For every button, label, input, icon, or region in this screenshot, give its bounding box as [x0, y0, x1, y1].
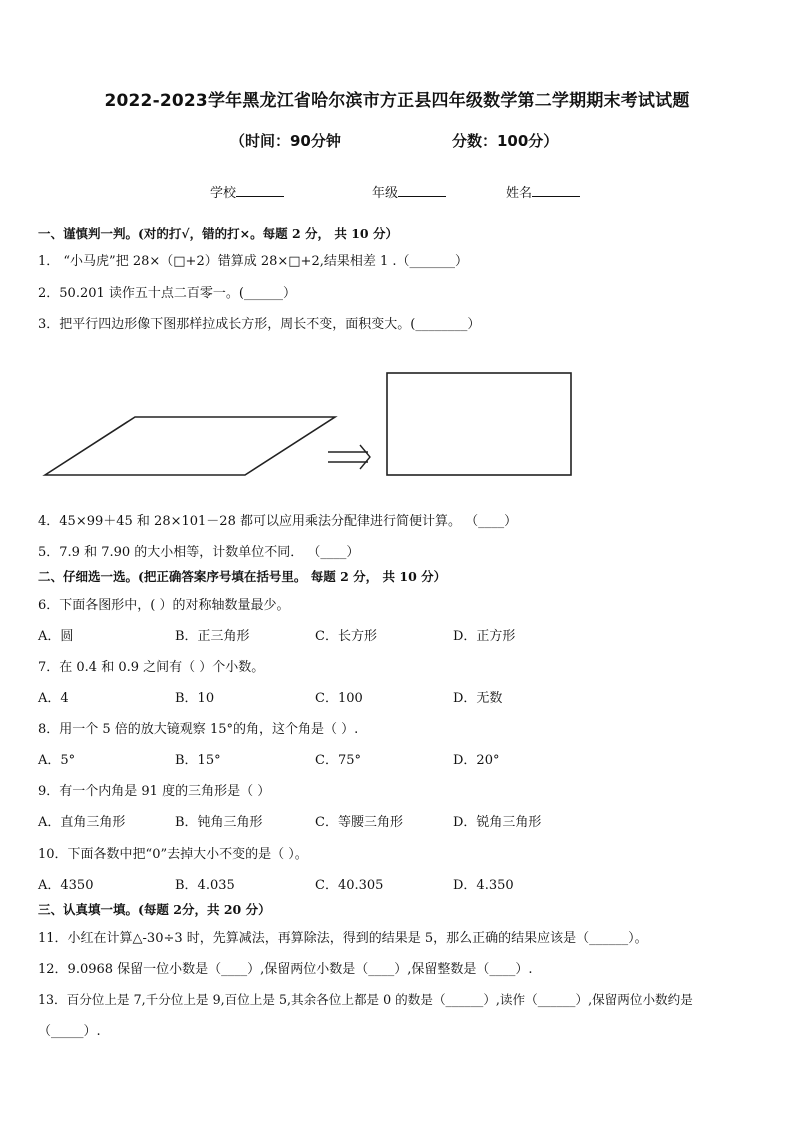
q8-option-d: D．20°: [453, 753, 500, 768]
question-10: 10．下面各数中把“0”去掉大小不变的是（ ）。: [38, 847, 308, 862]
section3-heading: 三、认真填一填。(每题 2分，共 20 分）: [38, 902, 271, 917]
parallelogram-to-rectangle-figure: [0, 360, 794, 480]
q8-option-c: C．75°: [315, 753, 361, 768]
question-11: 11．小红在计算△-30÷3 时，先算减法，再算除法，得到的结果是 5，那么正确的结果应该是（______）。: [38, 931, 648, 946]
school-field: [210, 182, 284, 201]
q10-option-c: C．40.305: [315, 878, 384, 893]
grade-blank[interactable]: [398, 184, 446, 197]
q9-option-d: D．锐角三角形: [453, 815, 542, 830]
q6-option-d: D．正方形: [453, 629, 516, 644]
question-9: 9．有一个内角是 91 度的三角形是（ ）: [38, 784, 271, 799]
q7-option-d: D．无数: [453, 691, 503, 706]
q9-option-c: C．等腰三角形: [315, 815, 403, 830]
name-blank[interactable]: [532, 184, 580, 197]
question-13-continued: （_____）.: [38, 1024, 101, 1039]
question-8: 8．用一个 5 倍的放大镜观察 15°的角，这个角是（ ）.: [38, 722, 359, 737]
q7-option-c: C．100: [315, 691, 363, 706]
parallelogram-shape: [45, 417, 335, 475]
page-title: 2022-2023学年黑龙江省哈尔滨市方正县四年级数学第二学期期末考试试题: [104, 91, 690, 111]
school-label: 学校: [210, 186, 237, 201]
q7-option-a: A．4: [38, 691, 69, 706]
rectangle-shape: [387, 373, 571, 475]
question-6: 6．下面各图形中，( ）的对称轴数量最少。: [38, 598, 290, 613]
question-5: 5．7.9 和 7.90 的大小相等，计数单位不同． （____）: [38, 545, 360, 560]
q7-option-b: B．10: [175, 691, 215, 706]
name-label: 姓名: [506, 186, 533, 201]
q10-option-b: B．4.035: [175, 878, 235, 893]
question-2: 2．50.201 读作五十点二百零一。(______）: [38, 286, 296, 301]
q9-option-b: B．钝角三角形: [175, 815, 263, 830]
q6-option-b: B．正三角形: [175, 629, 250, 644]
grade-label: 年级: [372, 186, 399, 201]
exam-time: （时间：90分钟: [230, 132, 341, 150]
q6-option-c: C．长方形: [315, 629, 377, 644]
section1-heading: 一、谨慎判一判。(对的打√，错的打×。每题 2 分， 共 10 分）: [38, 226, 398, 241]
q6-option-a: A．圆: [38, 629, 74, 644]
double-arrow-icon: [328, 445, 370, 469]
question-12: 12．9.0968 保留一位小数是（____）,保留两位小数是（____）,保留整数是（____）.: [38, 962, 533, 977]
question-4: 4．45×99＋45 和 28×101－28 都可以应用乘法分配律进行简便计算。 （____）: [38, 514, 518, 529]
q10-option-d: D．4.350: [453, 878, 514, 893]
q10-option-a: A．4350: [38, 878, 94, 893]
grade-field: [372, 182, 446, 201]
school-blank[interactable]: [236, 184, 284, 197]
q8-option-a: A．5°: [38, 753, 76, 768]
question-1: 1． “小马虎”把 28×（□+2）错算成 28×□+2,结果相差 1 .（_______）: [38, 254, 469, 269]
question-7: 7．在 0.4 和 0.9 之间有（ ）个小数。: [38, 660, 265, 675]
question-3: 3．把平行四边形像下图那样拉成长方形，周长不变，面积变大。(________）: [38, 317, 481, 332]
q8-option-b: B．15°: [175, 753, 221, 768]
name-field: [506, 182, 580, 201]
q9-option-a: A．直角三角形: [38, 815, 126, 830]
exam-score: 分数：100分）: [452, 132, 559, 150]
section2-heading: 二、仔细选一选。(把正确答案序号填在括号里。 每题 2 分， 共 10 分）: [38, 569, 447, 584]
question-13: 13．百分位上是 7,千分位上是 9,百位上是 5,其余各位上都是 0 的数是（______）,读作（______）,保留两位小数约是: [38, 992, 693, 1007]
